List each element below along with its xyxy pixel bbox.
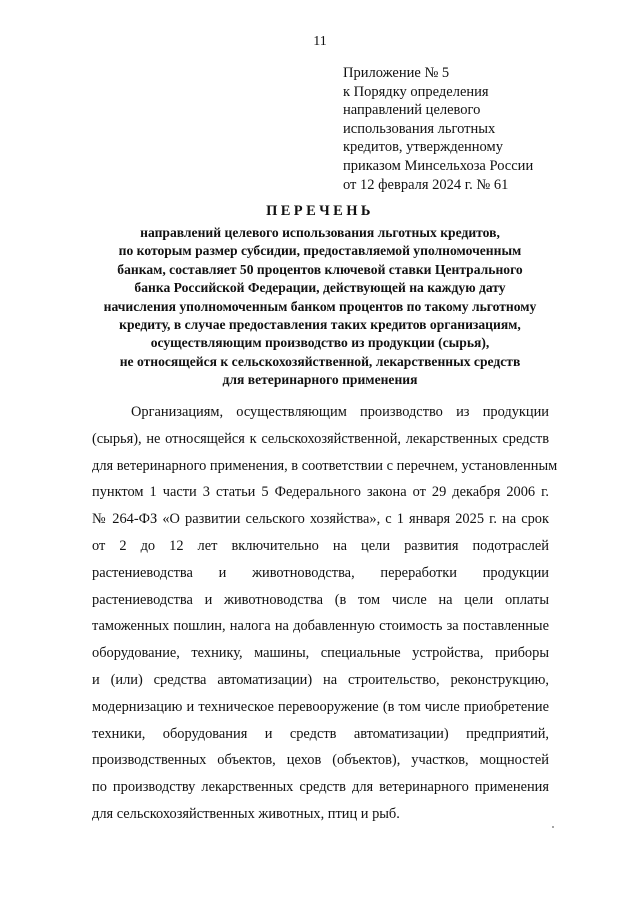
scan-speck [552,826,554,828]
subtitle-line: начисления уполномоченным банком процентов по такому льготному [103,298,537,314]
body-line: техники, оборудования и средств автоматизации) предприятий, [92,725,549,742]
subtitle-line: банкам, составляет 50 процентов ключевой ставки Центрального [117,261,523,277]
appendix-line: приказом Минсельхоза России [343,157,534,174]
document-subtitle [70,224,570,390]
body-line: модернизацию и техническое перевооружение (в том числе приобретение [92,698,549,715]
body-line: Организациям, осуществляющим производство из продукции [131,404,549,420]
body-paragraph [92,399,558,828]
subtitle-line: кредиту, в случае предоставления таких кредитов организациям, [119,317,521,333]
body-line: производственных объектов, цехов (объектов), участков, мощностей [92,752,549,769]
subtitle-line: банка Российской Федерации, действующей на каждую дату [134,280,506,296]
appendix-line: от 12 февраля 2024 г. № 61 [343,176,509,193]
page-number: 11 [313,34,327,49]
appendix-line: к Порядку определения [343,83,489,100]
appendix-line: Приложение № 5 [343,65,450,81]
body-line: и (или) средства автоматизации) на строительство, реконструкцию, [92,671,549,688]
subtitle-line: по которым размер субсидии, предоставляемой уполномоченным [118,243,522,259]
subtitle-line: не относящейся к сельскохозяйственной, лекарственных средств [119,353,521,369]
subtitle-line: для ветеринарного применения [222,372,418,388]
body-line: для ветеринарного применения, в соответствии с перечнем, установленным [92,457,558,474]
body-line: растениеводства и животноводства, переработки продукции [92,564,549,581]
document-title: ПЕРЕЧЕНЬ [266,203,374,219]
body-line: № 264-ФЗ «О развитии сельского хозяйства», с 1 января 2025 г. на срок [92,511,549,528]
subtitle-line: осуществляющим производство из продукции (сырья), [150,335,490,351]
appendix-reference [343,64,633,194]
body-line: таможенных пошлин, налога на добавленную стоимость за поставленные [92,618,549,635]
appendix-line: использования льготных [343,120,496,137]
appendix-line: кредитов, утвержденному [343,139,503,156]
body-line: оборудование, технику, машины, специальные устройства, приборы [92,645,549,662]
body-line: (сырья), не относящейся к сельскохозяйственной, лекарственных средств [92,430,549,447]
body-line: пунктом 1 части 3 статьи 5 Федерального закона от 29 декабря 2006 г. [92,484,549,501]
appendix-line: направлений целевого [343,102,481,119]
body-line: по производству лекарственных средств для ветеринарного применения [92,779,549,796]
subtitle-line: направлений целевого использования льготных кредитов, [140,225,500,240]
body-line: для сельскохозяйственных животных, птиц и рыб. [92,805,400,822]
body-line: растениеводства и животноводства (в том числе на цели оплаты [92,591,549,608]
body-line: от 2 до 12 лет включительно на цели развития подотраслей [92,537,549,554]
